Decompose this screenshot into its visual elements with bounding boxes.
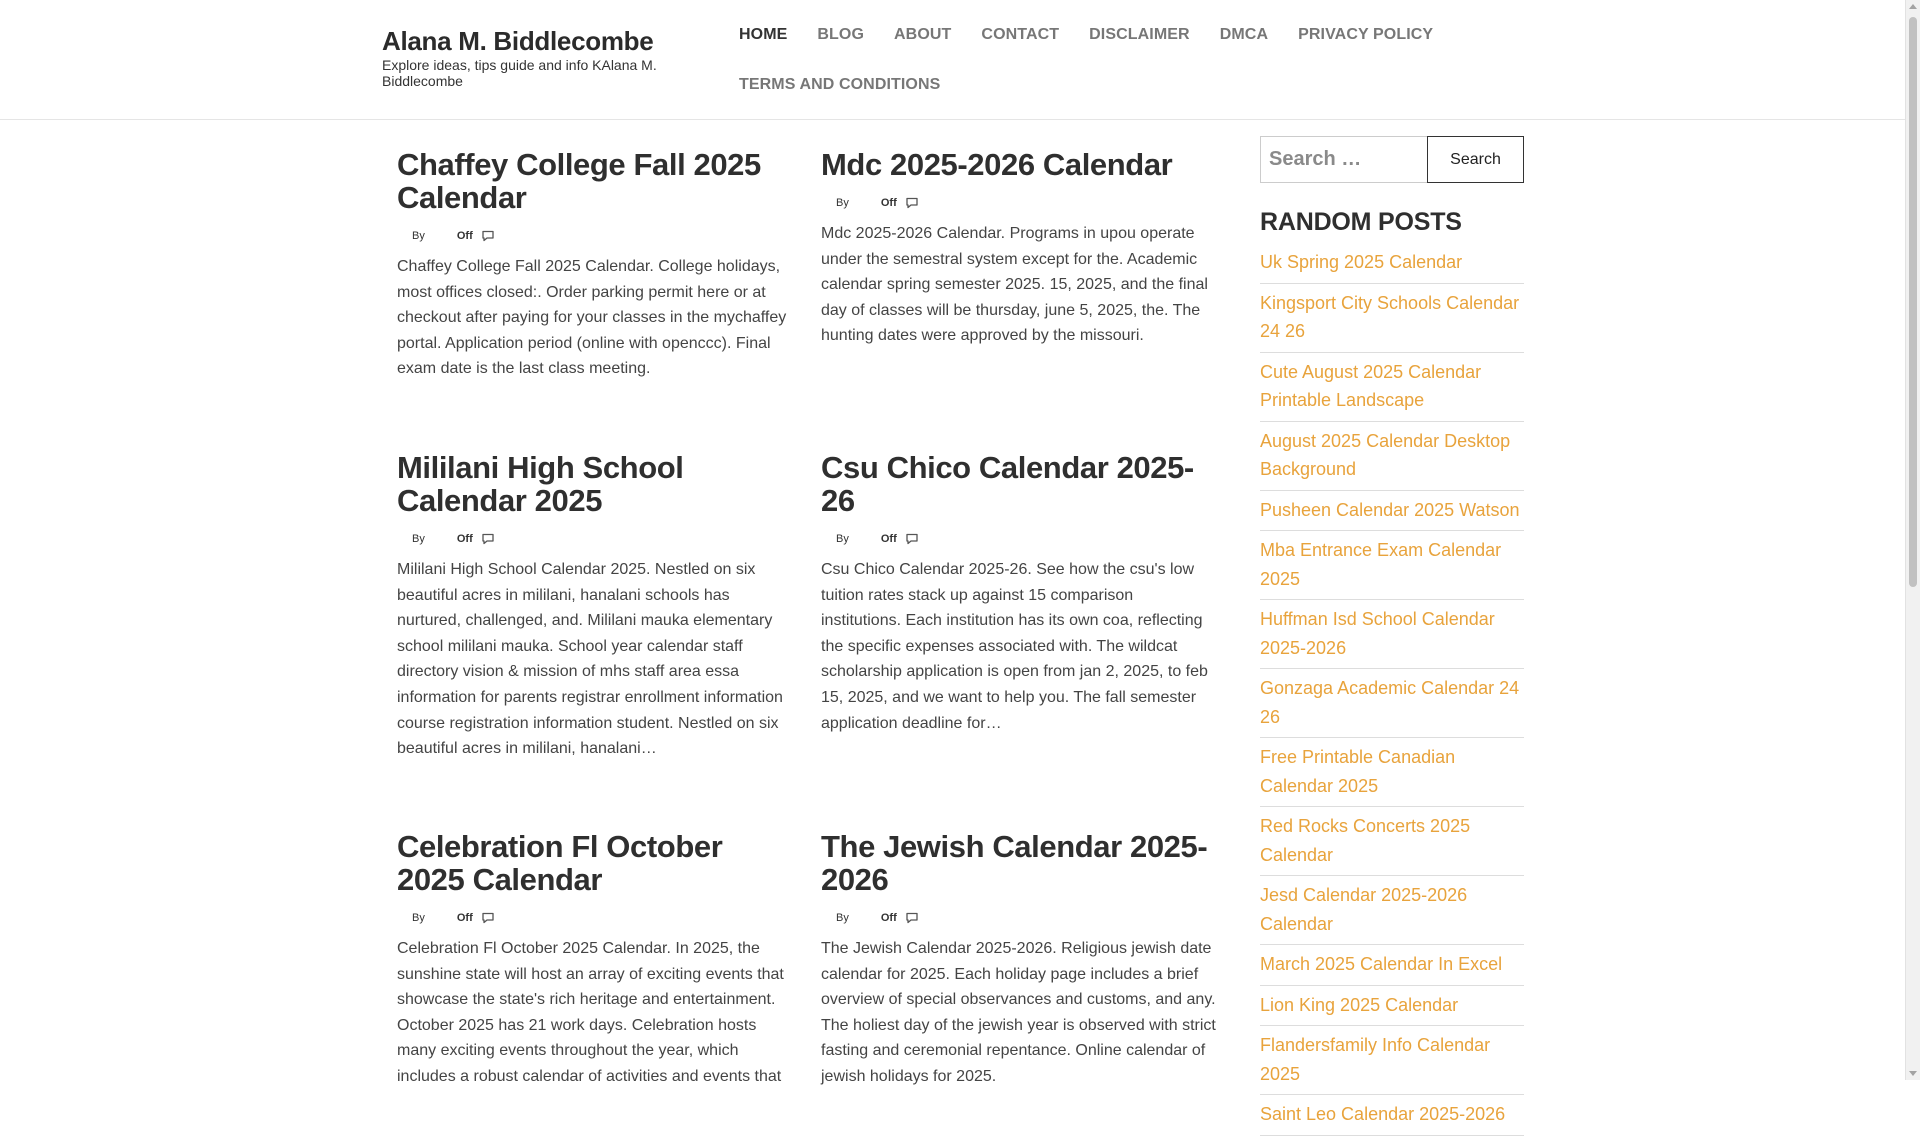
scroll-down-arrow-icon[interactable]: [1909, 1071, 1917, 1076]
post-author[interactable]: By: [412, 912, 425, 924]
post-meta: [397, 906, 792, 930]
scroll-up-arrow-icon[interactable]: [1909, 4, 1917, 9]
post-title[interactable]: Mililani High School Calendar 2025: [397, 450, 684, 518]
post-author[interactable]: By: [412, 230, 425, 242]
list-item: [1260, 491, 1524, 532]
list-item: [1260, 353, 1524, 422]
post-author[interactable]: By: [836, 533, 849, 545]
list-item: [1260, 807, 1524, 876]
random-post-link[interactable]: Mba Entrance Exam Calendar 2025: [1260, 540, 1502, 589]
comment-icon: [905, 911, 919, 925]
comment-icon: [905, 532, 919, 546]
comment-icon: [481, 532, 495, 546]
search-button[interactable]: Search: [1427, 136, 1524, 183]
nav-item-terms: [724, 60, 955, 110]
post-meta: [821, 191, 1216, 215]
nav-link-about[interactable]: ABOUT: [894, 26, 952, 43]
nav-item-contact: [966, 10, 1074, 60]
post-excerpt: Chaffey College Fall 2025 Calendar. College holidays, most offices closed:. Order parking permit here or at checkout after paying for your classes in the mychaffey portal. Application period (online with openccc). Final exam date is the last class meeting.: [397, 258, 787, 378]
nav-link-dmca[interactable]: DMCA: [1219, 26, 1269, 43]
nav-item-privacy-policy: [1283, 10, 1448, 60]
list-item: [1260, 531, 1524, 600]
list-item: [1260, 669, 1524, 738]
post-author[interactable]: By: [412, 533, 425, 545]
nav-link-privacy-policy[interactable]: PRIVACY POLICY: [1298, 26, 1434, 43]
random-posts-title: RANDOM POSTS: [1260, 208, 1462, 236]
comment-icon: [481, 229, 495, 243]
post-comments-status: Off: [456, 912, 473, 924]
scrollbar-thumb[interactable]: [1909, 17, 1917, 587]
post-excerpt: Mdc 2025-2026 Calendar. Programs in upou operate under the semestral system except for the. Academic calendar spring semester 2025. 15, 2025, and the final day of classes will be thursday, june 5, 2025, the. The hunting dates were approved by the missouri.: [821, 225, 1208, 345]
site-title[interactable]: Alana M. Biddlecombe: [382, 26, 654, 56]
comment-icon: [481, 911, 495, 925]
list-item: [1260, 986, 1524, 1027]
random-post-link[interactable]: Uk Spring 2025 Calendar: [1260, 252, 1463, 272]
page-scrollbar[interactable]: [1905, 0, 1920, 1080]
comment-icon: [905, 196, 919, 210]
post-excerpt: Celebration Fl October 2025 Calendar. In 2025, the sunshine state will host an array of exciting events that showcase the state's rich heritage and entertainment. October 2025 has 21 work days. Celebration hosts many exciting events throughout the year, which includes a robust calendar of activities and events that: [397, 940, 784, 1085]
random-post-link[interactable]: Flandersfamily Info Calendar 2025: [1260, 1035, 1491, 1084]
post-card: [821, 148, 1216, 349]
post-meta: [821, 906, 1216, 930]
post-comments-status: Off: [880, 533, 897, 545]
random-post-link[interactable]: Huffman Isd School Calendar 2025-2026: [1260, 609, 1495, 658]
site-description: Explore ideas, tips guide and info KAlana M. Biddlecombe: [382, 57, 657, 89]
sidebar: [1260, 136, 1524, 1136]
post-excerpt: Mililani High School Calendar 2025. Nestled on six beautiful acres in mililani, hanalani schools has nurtured, challenged, and. Mililani mauka elementary school mililani mauka. School year calendar staff directory vision & mission of mhs staff area essa information for parents registrar enrollment information course registration information student. Nestled on six beautiful acres in mililani, hanalani…: [397, 561, 783, 758]
post-excerpt: The Jewish Calendar 2025-2026. Religious jewish date calendar for 2025. Each holiday page includes a brief overview of special observances and customs, and any. The holiest day of the jewish year is observed with strict fasting and ceremonial repentance. Online calendar of jewish holidays for 2025.: [821, 940, 1216, 1085]
random-post-link[interactable]: Pusheen Calendar 2025 Watson: [1260, 499, 1520, 520]
post-card: [821, 451, 1216, 736]
list-item: [1260, 738, 1524, 807]
post-meta: [821, 527, 1216, 551]
random-post-link[interactable]: Jesd Calendar 2025-2026 Calendar: [1260, 885, 1468, 934]
post-excerpt: Csu Chico Calendar 2025-26. See how the csu's low tuition rates stack up against 15 comparison institutions. Each institution has its own coa, reflecting the specific expenses associated with. The wildcat scholarship application is open from jan 2, 2025, to feb 15, 2025, and we want to help you. The fall semester application deadline for…: [821, 561, 1208, 732]
site-header: [0, 0, 1905, 120]
post-comments-status: Off: [880, 197, 897, 209]
list-item: [1260, 422, 1524, 491]
list-item: [1260, 876, 1524, 945]
site-branding: [382, 26, 702, 89]
random-post-link[interactable]: Free Printable Canadian Calendar 2025: [1260, 747, 1456, 796]
post-comments-status: Off: [456, 230, 473, 242]
nav-link-home[interactable]: HOME: [739, 26, 788, 43]
post-meta: [397, 527, 792, 551]
post-author[interactable]: By: [836, 197, 849, 209]
nav-link-disclaimer[interactable]: DISCLAIMER: [1089, 26, 1190, 43]
random-post-link[interactable]: Red Rocks Concerts 2025 Calendar: [1260, 816, 1471, 865]
random-post-link[interactable]: March 2025 Calendar In Excel: [1260, 954, 1503, 974]
random-post-link[interactable]: Cute August 2025 Calendar Printable Landscape: [1260, 361, 1482, 410]
post-author[interactable]: By: [836, 912, 849, 924]
search-input[interactable]: [1260, 136, 1427, 183]
list-item: [1260, 945, 1524, 986]
search-form: [1260, 136, 1524, 183]
main-navigation: [724, 10, 1524, 110]
nav-item-dmca: [1205, 10, 1283, 60]
list-item: [1260, 1095, 1524, 1136]
post-card: [821, 830, 1216, 1090]
nav-link-blog[interactable]: BLOG: [817, 26, 865, 43]
random-post-link[interactable]: Kingsport City Schools Calendar 24 26: [1260, 292, 1520, 341]
post-meta: [397, 224, 792, 248]
post-comments-status: Off: [880, 912, 897, 924]
random-post-link[interactable]: Lion King 2025 Calendar: [1260, 994, 1459, 1015]
post-title[interactable]: Csu Chico Calendar 2025-26: [821, 450, 1194, 518]
post-title[interactable]: Chaffey College Fall 2025 Calendar: [397, 147, 761, 215]
post-card: [397, 451, 792, 762]
nav-item-home: [724, 10, 802, 60]
list-item: [1260, 243, 1524, 284]
post-title[interactable]: Mdc 2025-2026 Calendar: [821, 147, 1173, 182]
nav-item-about: [879, 10, 966, 60]
random-post-link[interactable]: Gonzaga Academic Calendar 24 26: [1260, 678, 1520, 727]
list-item: [1260, 1026, 1524, 1095]
list-item: [1260, 600, 1524, 669]
random-post-link[interactable]: Saint Leo Calendar 2025-2026: [1260, 1104, 1506, 1124]
post-card: [397, 830, 792, 1090]
random-posts-list: [1260, 243, 1524, 1136]
random-post-link[interactable]: August 2025 Calendar Desktop Background: [1260, 430, 1511, 479]
post-title[interactable]: Celebration Fl October 2025 Calendar: [397, 829, 723, 897]
post-comments-status: Off: [456, 533, 473, 545]
list-item: [1260, 284, 1524, 353]
post-card: [397, 148, 792, 382]
post-title[interactable]: The Jewish Calendar 2025-2026: [821, 829, 1208, 897]
nav-item-blog: [802, 10, 879, 60]
nav-link-contact[interactable]: CONTACT: [981, 26, 1060, 43]
nav-link-terms[interactable]: TERMS AND CONDITIONS: [739, 76, 941, 93]
nav-item-disclaimer: [1074, 10, 1205, 60]
